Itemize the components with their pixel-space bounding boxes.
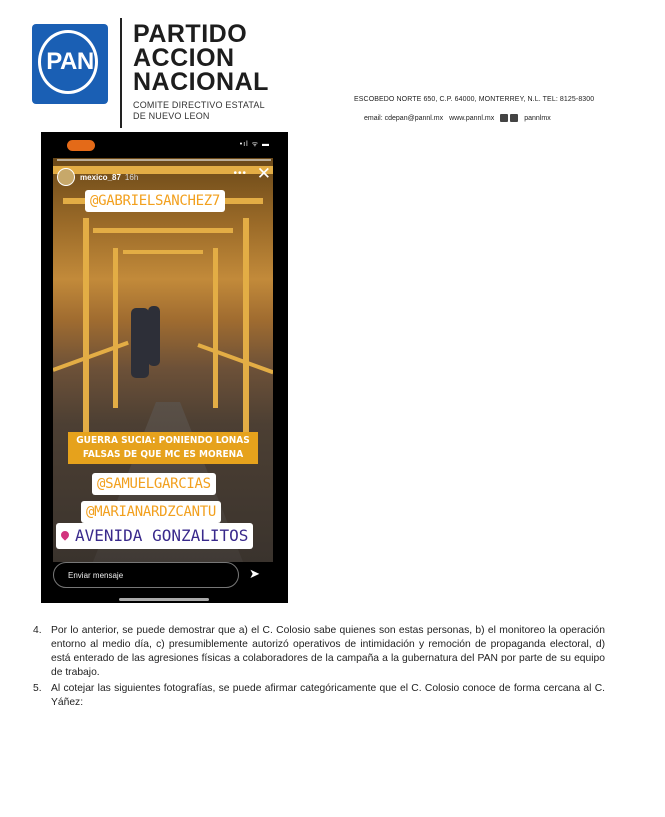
story-header xyxy=(57,164,275,186)
letterhead-divider xyxy=(120,18,122,128)
story-screenshot xyxy=(41,132,288,603)
status-icons: •ıl ᯤ ▬ xyxy=(239,141,270,148)
document-body xyxy=(33,624,605,712)
location-name: AVENIDA GONZALITOS xyxy=(75,526,249,545)
handrail xyxy=(197,343,273,374)
list-item xyxy=(33,682,605,710)
story-time: 16h xyxy=(124,172,139,182)
pan-logo xyxy=(32,24,108,104)
location-pin-icon xyxy=(59,529,70,540)
story-caption xyxy=(68,432,258,464)
bridge-post xyxy=(243,218,249,448)
list-item xyxy=(33,624,605,680)
item-text: Al cotejar las siguientes fotografías, se puede afirmar categóricamente que el C. Colosio conoce de forma cercana al C. Yáñez: xyxy=(51,683,605,708)
email: email: cdepan@pannl.mx xyxy=(364,114,444,122)
caption-line-1: GUERRA SUCIA: PONIENDO LONAS xyxy=(76,435,250,446)
more-options-icon[interactable]: ••• xyxy=(233,168,247,179)
twitter-icon xyxy=(510,114,518,122)
story-username[interactable]: mexico_87 xyxy=(80,172,121,182)
roof-beam xyxy=(93,228,233,233)
party-name-line-3: NACIONAL xyxy=(133,68,269,96)
committee-line-1: COMITE DIRECTIVO ESTATAL xyxy=(133,100,265,110)
location-sticker[interactable] xyxy=(56,523,253,549)
mention-sticker-2[interactable]: @MARIANARDZCANTU xyxy=(81,501,221,523)
party-name-line-2: ACCION xyxy=(133,44,235,72)
social-icons xyxy=(500,114,518,122)
item-number: 4. xyxy=(33,625,42,636)
bridge-post xyxy=(213,248,218,408)
website: www.pannl.mx xyxy=(449,114,495,122)
bridge-post xyxy=(83,218,89,448)
person-silhouette xyxy=(131,308,149,378)
party-name xyxy=(133,22,269,94)
person-silhouette xyxy=(148,306,160,366)
avatar[interactable] xyxy=(57,168,75,186)
roof-beam xyxy=(123,250,203,254)
send-message-input[interactable]: Enviar mensaje xyxy=(53,562,239,588)
item-number: 5. xyxy=(33,683,42,694)
mention-sticker-1[interactable]: @SAMUELGARCIAS xyxy=(92,473,216,495)
status-bar xyxy=(41,132,288,154)
party-name-line-1: PARTIDO xyxy=(133,20,248,48)
item-text: Por lo anterior, se puede demostrar que a) el C. Colosio sabe quienes son estas personas, b) el monitoreo la operación entorno al medio día, c) presumiblemente autorizó operativos de intimidación y remoción de propaganda electoral, d) está enterado de las agresiones físicas a colaboradores de la campaña a la gubernatura del PAN por parte de su equipo de trabajo. xyxy=(51,625,605,678)
logo-text: PAN xyxy=(46,48,94,75)
address: ESCOBEDO NORTE 650, C.P. 64000, MONTERREY, N.L. TEL: 8125-8300 xyxy=(354,96,595,103)
recording-indicator xyxy=(67,140,95,151)
caption-line-2: FALSAS DE QUE MC ES MORENA xyxy=(82,449,244,460)
social-handle: pannlmx xyxy=(524,114,551,122)
close-icon[interactable]: ✕ xyxy=(256,164,271,183)
story-progress-bar xyxy=(57,159,271,161)
send-icon[interactable]: ➤ xyxy=(249,566,260,581)
contact-line xyxy=(364,114,551,122)
committee-line-2: DE NUEVO LEON xyxy=(133,111,210,121)
facebook-icon xyxy=(500,114,508,122)
bridge-post xyxy=(113,248,118,408)
committee-name xyxy=(133,100,265,122)
mention-sticker-top[interactable]: @GABRIELSANCHEZ7 xyxy=(85,190,225,212)
home-indicator xyxy=(119,598,209,601)
